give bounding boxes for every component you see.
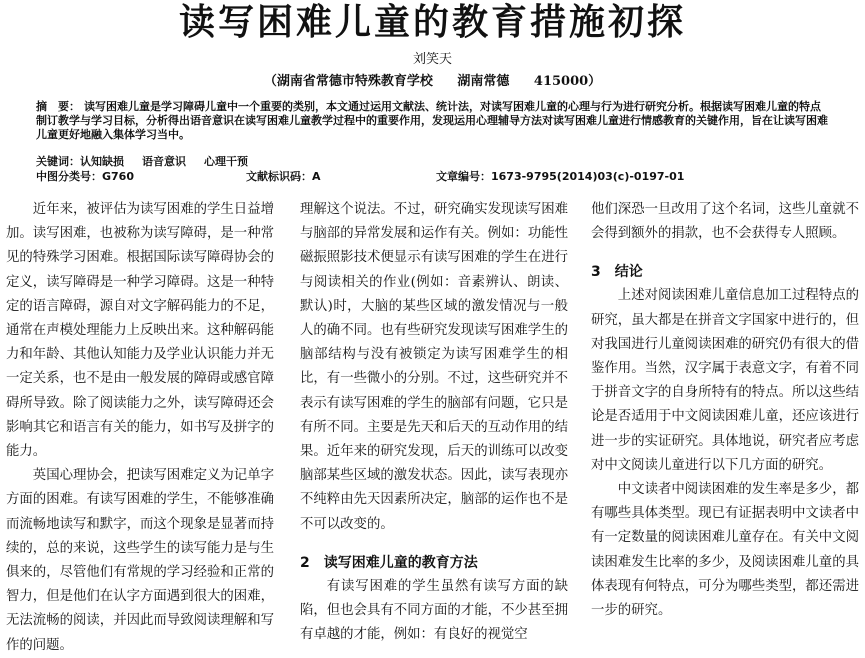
author-affiliation [0, 70, 865, 89]
keywords-label: 关键词： [36, 155, 80, 168]
paragraph: 理解这个说法。不过，研究确实发现读写困难与脑部的异常发展和运作有关。例如：功能性磁振照影技术便显示有读写困难的学生在进行与阅读相关的作业(例如：音素辨认、朗读、默认)时，大脑的某些区域的激发情况与一般人的确不同。也有些研究发现读写困难学生的脑部结构与没有被锁定为读写困难学生的相比，有一些微小的分别。不过，这些研究并不表示有读写困难的学生的脑部有问题，它只是有所不同。主要是先天和后天的互动作用的结果。近年来的研究发现，后天的训练可以改变脑部某些区域的激发状态。因此，读写表现亦不纯粹由先天因素所决定，脑部的运作也不是不可以改变的。 [300, 202, 568, 532]
paragraph: 有读写困难的学生虽然有读写方面的缺陷，但也会具有不同方面的才能，不少甚至拥有卓越的才能，例如：有良好的视觉空 [300, 578, 568, 643]
paper-title: 读写困难儿童的教育措施初探 [178, 2, 686, 43]
clc-number: 中图分类号：G760 [36, 170, 134, 183]
keywords [36, 153, 266, 169]
body-column-1 [6, 198, 274, 658]
paragraph: 上述对阅读困难儿童信息加工过程特点的研究，虽大都是在拼音文字国家中进行的，但对我国进行儿童阅读困难的研究仍有很大的借鉴作用。当然，汉字属于表意文字，有着不同于拼音文字的自身所特有的特点。所以这些结论是否适用于中文阅读困难儿童，还应该进行进一步的实证研究。具体地说，研究者应考虑对中文阅读儿童进行以下几方面的研究。 [591, 288, 859, 473]
affiliation-city: 湖南常德 [457, 74, 510, 89]
body-column-3 [591, 198, 859, 623]
author-name: 刘笑天 [412, 52, 452, 67]
article-number: 文章编号：1673-9795(2014)03(c)-0197-01 [436, 170, 685, 183]
section-heading: 2 读写困难儿童的教育方法 [300, 554, 478, 571]
abstract-label: 摘 要： [36, 100, 80, 113]
section-heading: 3 结论 [591, 264, 643, 281]
paragraph: 中文读者中阅读困难的发生率是多少，都有哪些具体类型。现已有证据表明中文读者中有一定数量的阅读困难儿童存在。有关中文阅读困难发生比率的多少，及阅读困难儿童的具体表现有何特点，可分为哪些类型，都还需进一步的研究。 [591, 482, 859, 619]
keyword-item: 心理干预 [204, 155, 248, 168]
document-code: 文献标识码：A [246, 170, 321, 183]
abstract [36, 100, 831, 142]
paragraph: 他们深恐一旦改用了这个名词，这些儿童就不会得到额外的捐款，也不会获得专人照顾。 [591, 202, 859, 242]
keyword-item: 语音意识 [142, 155, 186, 168]
paragraph: 近年来，被评估为读写困难的学生日益增加。读写困难，也被称为读写障碍，是一种常见的特殊学习困难。根据国际读写障碍协会的定义，读写障碍是一种学习障碍。这是一种特定的语言障碍，源自对文字解码能力的不足，通常在声模处理能力上反映出来。这种解码能力和年龄、其他认知能力及学业认识能力并无一定关系，也不是由一般发展的障碍或感官障碍所导致。除了阅读能力之外，读写障碍还会影响其它和语言有关的能力，如书写及拼字的能力。 [6, 202, 274, 460]
abstract-text: 读写困难儿童是学习障碍儿童中一个重要的类别，本文通过运用文献法、统计法，对读写困难儿童的心理与行为进行研究分析。根据读写困难儿童的特点制订教学与学习目标，分析得出语音意识在读写困难儿童教学过程中的重要作用，发现运用心理辅导方法对读写困难儿童进行情感教育的关键作用，旨在让读写困难儿童更好地融入集体学习当中。 [36, 100, 828, 141]
body-column-2 [300, 198, 568, 647]
paragraph: 英国心理协会，把读写困难定义为记单字方面的困难。有读写困难的学生，不能够准确而流畅地读写和默字，而这个现象是显著而持续的，总的来说，这些学生的读写能力是与生俱来的，尽管他们有常规的学习经验和正常的智力，但是他们在认字方面遇到很大的困难，无法流畅的阅读，并因此而导致阅读理解和写作的问题。 [6, 468, 274, 653]
affiliation-zip: 415000） [533, 74, 602, 89]
keyword-item: 认知缺损 [80, 155, 124, 168]
affiliation-org: （湖南省常德市特殊教育学校 [263, 74, 433, 89]
